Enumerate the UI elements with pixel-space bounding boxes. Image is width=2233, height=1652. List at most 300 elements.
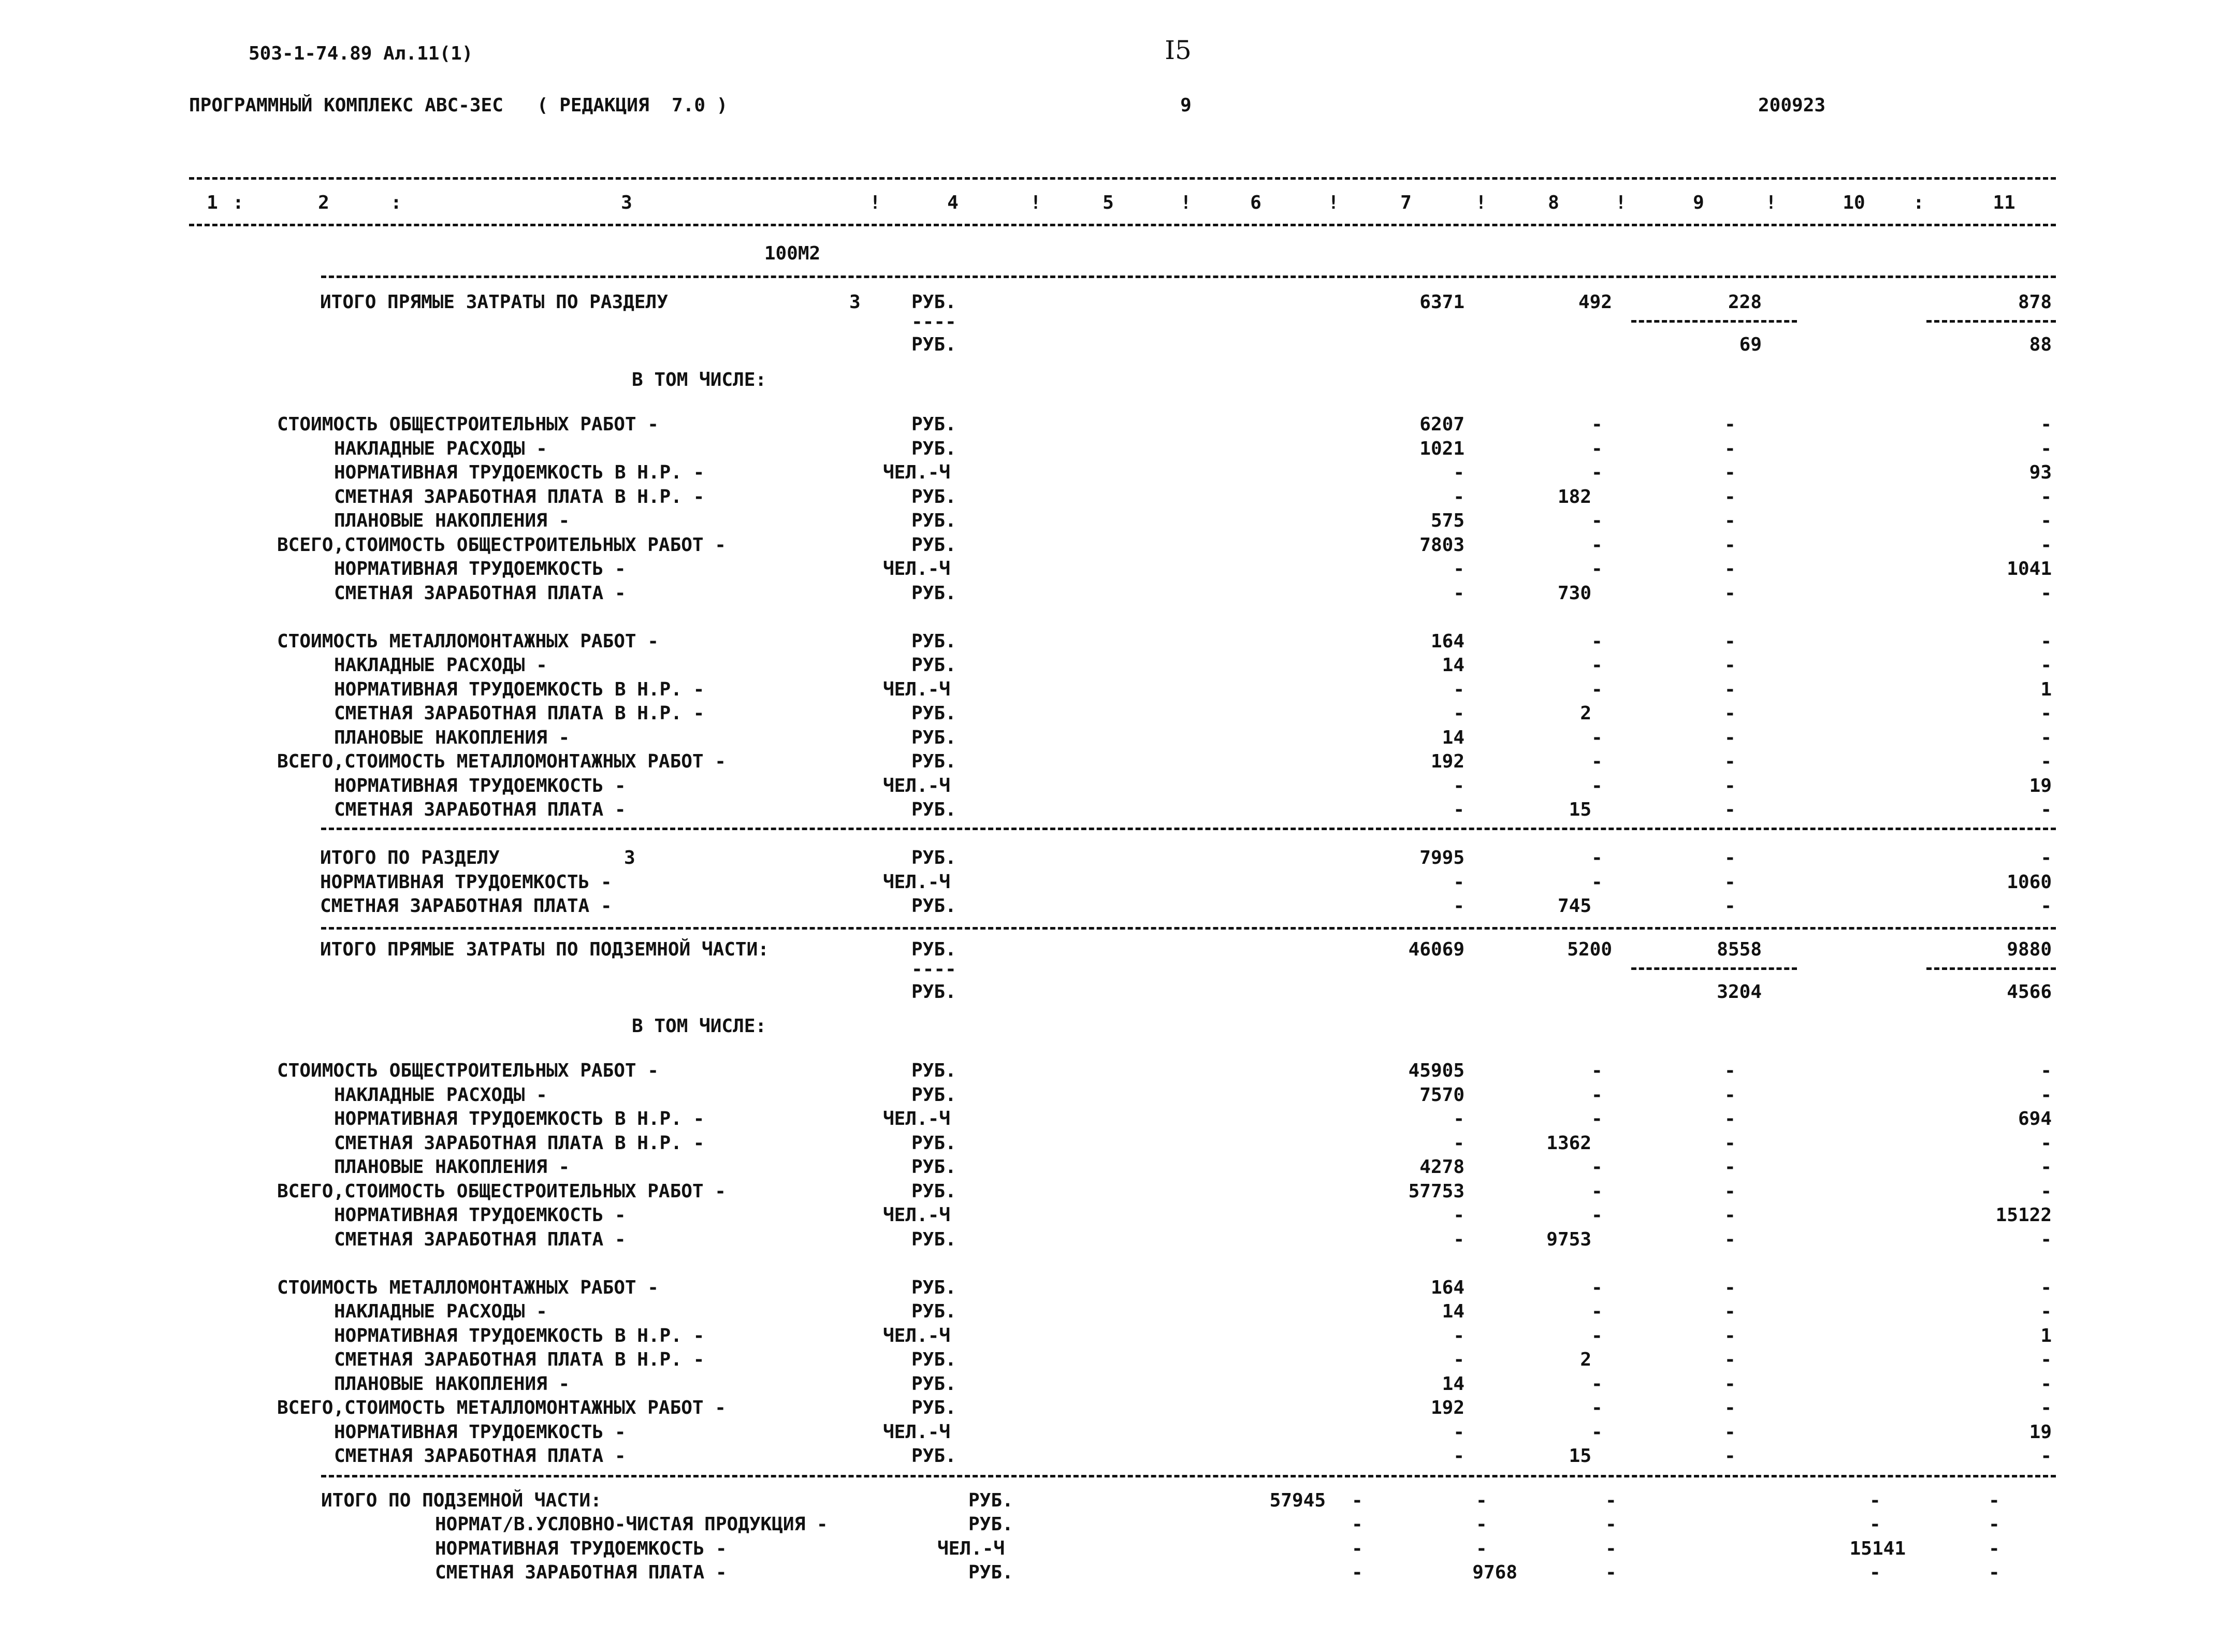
underground-row-8-col8: - [1591,1277,1603,1298]
section-row-4-unit: РУБ. [911,510,956,531]
underground-direct-col9: 8558 [1717,939,1762,960]
section-row-6-col9: - [1724,558,1736,579]
underground-row-9-col9: - [1724,1301,1736,1322]
section-row-14-label: НОРМАТИВНАЯ ТРУДОЕМКОСТЬ - [334,775,626,796]
section-direct-label: ИТОГО ПРЯМЫЕ ЗАТРАТЫ ПО РАЗДЕЛУ [320,292,668,313]
underground-row-10-unit: ЧЕЛ.-Ч [883,1325,951,1346]
column-header-2: 2 [318,192,329,213]
section-row-13-col11: - [2040,751,2052,772]
section-row-9-label: НАКЛАДНЫЕ РАСХОДЫ - [334,655,547,676]
underground-row-0-col9: - [1724,1060,1736,1081]
program-title: ПРОГРАММНЫЙ КОМПЛЕКС АВС-3ЕС ( РЕДАКЦИЯ 7.0 ) [189,95,728,116]
underground-row-15-unit: РУБ. [911,1445,956,1467]
underground-row-2-label: НОРМАТИВНАЯ ТРУДОЕМКОСТЬ В Н.Р. - [334,1108,705,1129]
section-direct-col9-sub: 69 [1739,334,1762,355]
underground-row-11-label: СМЕТНАЯ ЗАРАБОТНАЯ ПЛАТА В Н.Р. - [334,1349,705,1370]
section-total-2-col8: 745 [1557,895,1591,917]
final-row-0-unit: РУБ. [968,1514,1013,1535]
column-header-4: 3 [621,192,632,213]
section-row-5-unit: РУБ. [911,534,956,556]
underground-row-10-col8: - [1591,1325,1603,1346]
page-number: I5 [1165,35,1192,65]
underground-row-6-unit: ЧЕЛ.-Ч [883,1205,951,1226]
underground-row-3-unit: РУБ. [911,1132,956,1154]
section-row-12-col11: - [2040,727,2052,748]
underground-row-11-col11: - [2040,1349,2052,1370]
underground-row-14-col11: 19 [2029,1421,2052,1443]
final-row-1-col-b: - [1476,1538,1487,1559]
underground-row-12-col9: - [1724,1373,1736,1395]
underground-row-13-col8: - [1591,1397,1603,1418]
underground-row-6-col11: 15122 [1995,1205,2052,1226]
underground-direct-unit: РУБ. [911,939,956,960]
section-row-11-col9: - [1724,703,1736,724]
underground-row-7-col7: - [1453,1228,1465,1250]
underground-row-15-col7: - [1453,1445,1465,1467]
section-direct-rule-11 [1926,320,2056,323]
section-row-3-label: СМЕТНАЯ ЗАРАБОТНАЯ ПЛАТА В Н.Р. - [334,486,705,508]
underground-row-13-label: ВСЕГО,СТОИМОСТЬ МЕТАЛЛОМОНТАЖНЫХ РАБОТ - [277,1397,726,1418]
final-title-value: 57945 [1269,1490,1326,1511]
final-row-0-col-e: - [1989,1514,2000,1535]
underground-row-12-unit: РУБ. [911,1373,956,1395]
underground-row-3-label: СМЕТНАЯ ЗАРАБОТНАЯ ПЛАТА В Н.Р. - [334,1132,705,1154]
section-row-7-col7: - [1453,582,1465,604]
section-direct-col8: 492 [1578,292,1612,313]
final-row-0-col-b: - [1476,1514,1487,1535]
column-header-3: : [390,192,402,213]
underground-row-7-col8: 9753 [1546,1228,1591,1250]
section-row-14-col9: - [1724,775,1736,796]
section-total-0-col7: 7995 [1419,847,1465,868]
underground-row-8-col7: 164 [1430,1277,1465,1298]
section-row-2-label: НОРМАТИВНАЯ ТРУДОЕМКОСТЬ В Н.Р. - [334,462,705,483]
section-row-8-unit: РУБ. [911,630,956,652]
underground-row-2-unit: ЧЕЛ.-Ч [883,1108,951,1129]
section-row-11-col11: - [2040,703,2052,724]
section-row-3-col7: - [1453,486,1465,508]
section-direct-rule-9 [1631,320,1797,323]
section-row-12-col8: - [1591,727,1603,748]
underground-row-0-unit: РУБ. [911,1060,956,1081]
underground-row-15-label: СМЕТНАЯ ЗАРАБОТНАЯ ПЛАТА - [334,1445,626,1467]
section-row-2-col8: - [1591,462,1603,483]
section-total-1-col9: - [1724,871,1736,893]
section-row-6-label: НОРМАТИВНАЯ ТРУДОЕМКОСТЬ - [334,558,626,579]
section-row-4-label: ПЛАНОВЫЕ НАКОПЛЕНИЯ - [334,510,570,531]
column-header-20: 11 [1993,192,2016,213]
section-row-4-col9: - [1724,510,1736,531]
section-row-8-col7: 164 [1430,630,1465,652]
section-row-9-col7: 14 [1442,655,1465,676]
underground-row-0-col7: 45905 [1408,1060,1465,1081]
final-row-1-col-e: - [1989,1538,2000,1559]
final-row-2-unit: РУБ. [968,1562,1013,1583]
underground-row-6-col9: - [1724,1205,1736,1226]
underground-row-8-col11: - [2040,1277,2052,1298]
underground-row-6-label: НОРМАТИВНАЯ ТРУДОЕМКОСТЬ - [334,1205,626,1226]
section-row-3-unit: РУБ. [911,486,956,508]
underground-including: В ТОМ ЧИСЛЕ: [632,1016,767,1037]
final-title-dash-2: - [1605,1490,1617,1511]
underground-row-11-col7: - [1453,1349,1465,1370]
underground-row-9-col11: - [2040,1301,2052,1322]
underground-row-3-col9: - [1724,1132,1736,1154]
section-including: В ТОМ ЧИСЛЕ: [632,369,767,390]
column-header-18: 10 [1843,192,1865,213]
section-row-1-label: НАКЛАДНЫЕ РАСХОДЫ - [334,438,547,459]
section-row-4-col7: 575 [1430,510,1465,531]
final-title-unit: РУБ. [968,1490,1013,1511]
section-row-0-col7: 6207 [1419,414,1465,435]
section-row-5-col7: 7803 [1419,534,1465,556]
section-rule-before-total [321,828,2056,830]
underground-row-10-col11: 1 [2040,1325,2052,1346]
final-row-2-label: СМЕТНАЯ ЗАРАБОТНАЯ ПЛАТА - [435,1562,727,1583]
section-row-9-col11: - [2040,655,2052,676]
section-total-2-unit: РУБ. [911,895,956,917]
section-direct-col11: 878 [2018,292,2052,313]
underground-row-4-unit: РУБ. [911,1156,956,1178]
section-row-14-col7: - [1453,775,1465,796]
section-row-4-col8: - [1591,510,1603,531]
section-row-15-col8: 15 [1569,799,1591,820]
final-row-0-col-c: - [1605,1514,1617,1535]
section-row-10-col9: - [1724,678,1736,700]
column-header-0: 1 [207,192,218,213]
column-header-16: 9 [1693,192,1704,213]
section-row-5-col9: - [1724,534,1736,556]
section-row-0-col11: - [2040,414,2052,435]
final-row-0-label: НОРМАТ/В.УСЛОВНО-ЧИСТАЯ ПРОДУКЦИЯ - [435,1514,828,1535]
final-row-2-col-b: 9768 [1472,1562,1517,1583]
underground-direct-col9-sub: 3204 [1717,981,1762,1003]
underground-row-1-col7: 7570 [1419,1084,1465,1106]
underground-row-14-col7: - [1453,1421,1465,1443]
underground-direct-label: ИТОГО ПРЯМЫЕ ЗАТРАТЫ ПО ПОДЗЕМНОЙ ЧАСТИ: [320,939,769,960]
section-row-12-unit: РУБ. [911,727,956,748]
section-total-0-col11: - [2040,847,2052,868]
section-row-2-col7: - [1453,462,1465,483]
underground-row-10-label: НОРМАТИВНАЯ ТРУДОЕМКОСТЬ В Н.Р. - [334,1325,705,1346]
underground-row-12-label: ПЛАНОВЫЕ НАКОПЛЕНИЯ - [334,1373,570,1395]
underground-row-1-unit: РУБ. [911,1084,956,1106]
section-row-8-col11: - [2040,630,2052,652]
section-row-9-col9: - [1724,655,1736,676]
column-header-17: ! [1765,192,1777,213]
section-row-11-label: СМЕТНАЯ ЗАРАБОТНАЯ ПЛАТА В Н.Р. - [334,703,705,724]
section-direct-section-no: 3 [849,292,861,313]
section-row-3-col9: - [1724,486,1736,508]
underground-row-4-col8: - [1591,1156,1603,1178]
column-header-13: ! [1475,192,1487,213]
final-row-2-col-a: - [1352,1562,1363,1583]
underground-row-7-col11: - [2040,1228,2052,1250]
underground-row-6-col7: - [1453,1205,1465,1226]
header-rule-bottom [189,224,2056,226]
section-row-2-unit: ЧЕЛ.-Ч [883,462,951,483]
column-header-9: ! [1180,192,1192,213]
section-row-10-col11: 1 [2040,678,2052,700]
underground-row-11-unit: РУБ. [911,1349,956,1370]
section-row-1-col9: - [1724,438,1736,459]
underground-row-14-col8: - [1591,1421,1603,1443]
underground-row-4-col11: - [2040,1156,2052,1178]
underground-row-12-col8: - [1591,1373,1603,1395]
section-direct-unit2: РУБ. [911,334,956,355]
section-total-2-label: СМЕТНАЯ ЗАРАБОТНАЯ ПЛАТА - [320,895,612,917]
date-code: 200923 [1758,95,1826,116]
column-header-11: ! [1328,192,1339,213]
underground-direct-underline: ---- [911,959,956,980]
final-row-1-col-c: - [1605,1538,1617,1559]
column-header-10: 6 [1250,192,1262,213]
section-total-0-col9: - [1724,847,1736,868]
underground-direct-rule-9 [1631,967,1797,970]
underground-row-11-col8: 2 [1580,1349,1591,1370]
section-total-0-section-no: 3 [624,847,635,868]
underground-row-14-unit: ЧЕЛ.-Ч [883,1421,951,1443]
section-row-1-col7: 1021 [1419,438,1465,459]
underground-row-5-col9: - [1724,1180,1736,1202]
section-total-0-unit: РУБ. [911,847,956,868]
section-row-15-col9: - [1724,799,1736,820]
underground-row-2-col7: - [1453,1108,1465,1129]
underground-row-9-col8: - [1591,1301,1603,1322]
final-title-dash-4: - [1989,1490,2000,1511]
underground-row-15-col9: - [1724,1445,1736,1467]
section-row-14-unit: ЧЕЛ.-Ч [883,775,951,796]
column-header-6: 4 [947,192,959,213]
section-total-1-label: НОРМАТИВНАЯ ТРУДОЕМКОСТЬ - [320,871,612,893]
unit-label: 100М2 [764,243,821,264]
section-row-13-unit: РУБ. [911,751,956,772]
section-row-10-col8: - [1591,678,1603,700]
section-row-10-label: НОРМАТИВНАЯ ТРУДОЕМКОСТЬ В Н.Р. - [334,678,705,700]
final-row-1-label: НОРМАТИВНАЯ ТРУДОЕМКОСТЬ - [435,1538,727,1559]
section-row-0-unit: РУБ. [911,414,956,435]
column-header-7: ! [1030,192,1041,213]
section-total-0-col8: - [1591,847,1603,868]
section-row-10-unit: ЧЕЛ.-Ч [883,678,951,700]
section-row-1-unit: РУБ. [911,438,956,459]
underground-direct-col11: 9880 [2007,939,2052,960]
section-row-13-col9: - [1724,751,1736,772]
section-direct-col11-sub: 88 [2029,334,2052,355]
section-row-6-col8: - [1591,558,1603,579]
underground-row-8-col9: - [1724,1277,1736,1298]
underground-row-0-label: СТОИМОСТЬ ОБЩЕСТРОИТЕЛЬНЫХ РАБОТ - [277,1060,659,1081]
underground-row-4-label: ПЛАНОВЫЕ НАКОПЛЕНИЯ - [334,1156,570,1178]
underground-row-6-col8: - [1591,1205,1603,1226]
section-total-1-col7: - [1453,871,1465,893]
final-row-2-col-c: - [1605,1562,1617,1583]
section-row-11-col8: 2 [1580,703,1591,724]
section-total-2-col11: - [2040,895,2052,917]
underground-rule-before-final [321,1475,2056,1477]
section-row-8-label: СТОИМОСТЬ МЕТАЛЛОМОНТАЖНЫХ РАБОТ - [277,630,659,652]
section-row-11-unit: РУБ. [911,703,956,724]
final-title: ИТОГО ПО ПОДЗЕМНОЙ ЧАСТИ: [321,1490,602,1511]
section-row-13-col8: - [1591,751,1603,772]
underground-row-9-col7: 14 [1442,1301,1465,1322]
section-row-7-col9: - [1724,582,1736,604]
underground-row-2-col9: - [1724,1108,1736,1129]
underground-row-13-col7: 192 [1430,1397,1465,1418]
section-row-8-col8: - [1591,630,1603,652]
underground-direct-col8: 5200 [1567,939,1612,960]
section-direct-col7: 6371 [1419,292,1465,313]
underground-row-5-label: ВСЕГО,СТОИМОСТЬ ОБЩЕСТРОИТЕЛЬНЫХ РАБОТ - [277,1180,726,1202]
section-row-13-col7: 192 [1430,751,1465,772]
section-row-13-label: ВСЕГО,СТОИМОСТЬ МЕТАЛЛОМОНТАЖНЫХ РАБОТ - [277,751,726,772]
section-row-0-col9: - [1724,414,1736,435]
underground-row-13-col9: - [1724,1397,1736,1418]
section-row-0-label: СТОИМОСТЬ ОБЩЕСТРОИТЕЛЬНЫХ РАБОТ - [277,414,659,435]
underground-row-12-col11: - [2040,1373,2052,1395]
section-row-14-col11: 19 [2029,775,2052,796]
column-header-12: 7 [1400,192,1412,213]
section-row-12-col9: - [1724,727,1736,748]
underground-direct-rule-11 [1926,967,2056,970]
underground-row-5-col11: - [2040,1180,2052,1202]
section-row-11-col7: - [1453,703,1465,724]
underground-row-1-col9: - [1724,1084,1736,1106]
final-row-1-col-d: 15141 [1849,1538,1906,1559]
unit-rule [321,276,2056,278]
section-row-15-unit: РУБ. [911,799,956,820]
section-row-6-unit: ЧЕЛ.-Ч [883,558,951,579]
final-title-dash-1: - [1476,1490,1487,1511]
underground-row-5-unit: РУБ. [911,1180,956,1202]
underground-row-7-label: СМЕТНАЯ ЗАРАБОТНАЯ ПЛАТА - [334,1228,626,1250]
underground-row-15-col11: - [2040,1445,2052,1467]
section-row-5-col11: - [2040,534,2052,556]
underground-direct-unit2: РУБ. [911,981,956,1003]
underground-row-14-col9: - [1724,1421,1736,1443]
section-row-3-col8: 182 [1557,486,1591,508]
underground-row-13-col11: - [2040,1397,2052,1418]
underground-row-13-unit: РУБ. [911,1397,956,1418]
underground-direct-col7: 46069 [1408,939,1465,960]
underground-row-11-col9: - [1724,1349,1736,1370]
section-row-4-col11: - [2040,510,2052,531]
section-row-9-unit: РУБ. [911,655,956,676]
sheet-number: 9 [1180,95,1192,116]
final-row-1-unit: ЧЕЛ.-Ч [937,1538,1005,1559]
column-header-1: : [233,192,244,213]
underground-row-1-col11: - [2040,1084,2052,1106]
final-row-1-col-a: - [1352,1538,1363,1559]
section-row-3-col11: - [2040,486,2052,508]
section-row-7-unit: РУБ. [911,582,956,604]
section-row-7-col8: 730 [1557,582,1591,604]
underground-row-1-label: НАКЛАДНЫЕ РАСХОДЫ - [334,1084,547,1106]
underground-row-7-unit: РУБ. [911,1228,956,1250]
final-row-0-col-d: - [1869,1514,1881,1535]
column-header-15: ! [1615,192,1627,213]
underground-row-2-col8: - [1591,1108,1603,1129]
final-row-0-col-a: - [1352,1514,1363,1535]
underground-row-8-label: СТОИМОСТЬ МЕТАЛЛОМОНТАЖНЫХ РАБОТ - [277,1277,659,1298]
section-row-15-col11: - [2040,799,2052,820]
underground-row-2-col11: 694 [2018,1108,2052,1129]
underground-row-3-col7: - [1453,1132,1465,1154]
underground-row-9-unit: РУБ. [911,1301,956,1322]
underground-row-14-label: НОРМАТИВНАЯ ТРУДОЕМКОСТЬ - [334,1421,626,1443]
section-total-2-col9: - [1724,895,1736,917]
underground-row-10-col7: - [1453,1325,1465,1346]
section-row-6-col7: - [1453,558,1465,579]
underground-row-4-col7: 4278 [1419,1156,1465,1178]
section-row-15-col7: - [1453,799,1465,820]
section-row-10-col7: - [1453,678,1465,700]
section-row-5-label: ВСЕГО,СТОИМОСТЬ ОБЩЕСТРОИТЕЛЬНЫХ РАБОТ - [277,534,726,556]
column-header-19: : [1913,192,1924,213]
section-row-5-col8: - [1591,534,1603,556]
underground-row-5-col7: 57753 [1408,1180,1465,1202]
underground-row-8-unit: РУБ. [911,1277,956,1298]
underground-row-3-col11: - [2040,1132,2052,1154]
section-row-9-col8: - [1591,655,1603,676]
section-total-0-label: ИТОГО ПО РАЗДЕЛУ [320,847,500,868]
section-direct-col9: 228 [1728,292,1762,313]
section-direct-underline: ---- [911,311,956,332]
underground-row-12-col7: 14 [1442,1373,1465,1395]
final-title-dash-3: - [1869,1490,1881,1511]
section-total-2-col7: - [1453,895,1465,917]
section-total-1-col11: 1060 [2007,871,2052,893]
underground-direct-col11-sub: 4566 [2007,981,2052,1003]
section-row-12-col7: 14 [1442,727,1465,748]
column-header-8: 5 [1103,192,1114,213]
final-title-dash-0: - [1352,1490,1363,1511]
underground-row-15-col8: 15 [1569,1445,1591,1467]
section-row-7-label: СМЕТНАЯ ЗАРАБОТНАЯ ПЛАТА - [334,582,626,604]
underground-row-3-col8: 1362 [1546,1132,1591,1154]
underground-row-4-col9: - [1724,1156,1736,1178]
section-row-2-col9: - [1724,462,1736,483]
section-total-1-col8: - [1591,871,1603,893]
section-row-14-col8: - [1591,775,1603,796]
final-row-2-col-d: - [1869,1562,1881,1583]
underground-row-0-col11: - [2040,1060,2052,1081]
section-total-1-unit: ЧЕЛ.-Ч [883,871,951,893]
section-row-1-col8: - [1591,438,1603,459]
document-code: 503-1-74.89 Ал.11(1) [249,43,473,64]
underground-row-0-col8: - [1591,1060,1603,1081]
underground-row-9-label: НАКЛАДНЫЕ РАСХОДЫ - [334,1301,547,1322]
underground-row-10-col9: - [1724,1325,1736,1346]
underground-row-1-col8: - [1591,1084,1603,1106]
underground-row-7-col9: - [1724,1228,1736,1250]
section-row-8-col9: - [1724,630,1736,652]
section-row-2-col11: 93 [2029,462,2052,483]
header-rule-top [189,177,2056,180]
section-row-12-label: ПЛАНОВЫЕ НАКОПЛЕНИЯ - [334,727,570,748]
section-direct-unit: РУБ. [911,292,956,313]
column-header-5: ! [869,192,881,213]
final-row-2-col-e: - [1989,1562,2000,1583]
section-row-15-label: СМЕТНАЯ ЗАРАБОТНАЯ ПЛАТА - [334,799,626,820]
section-row-7-col11: - [2040,582,2052,604]
section-row-0-col8: - [1591,414,1603,435]
section-row-1-col11: - [2040,438,2052,459]
column-header-14: 8 [1548,192,1559,213]
underground-row-5-col8: - [1591,1180,1603,1202]
section-rule-after-total [321,927,2056,930]
section-row-6-col11: 1041 [2007,558,2052,579]
